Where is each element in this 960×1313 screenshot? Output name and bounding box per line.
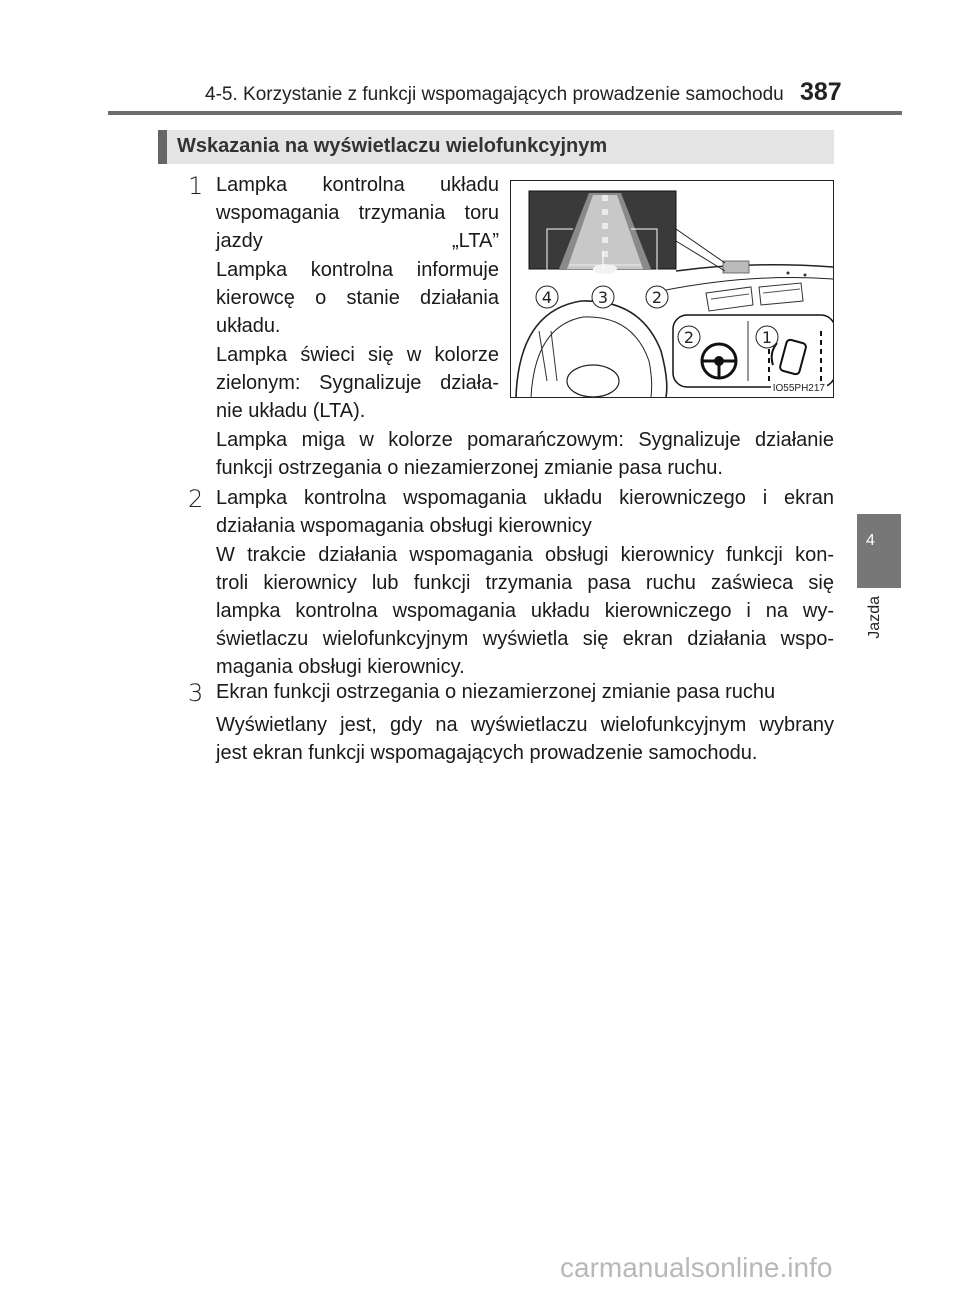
text-line: kierowcę o stanie działania	[216, 287, 499, 309]
figure-callout-4: 4	[541, 288, 553, 307]
text-line: Lampka świeci się w kolorze	[216, 344, 499, 366]
running-header: 4-5. Korzystanie z funkcji wspomagających prowadzenie samochodu	[205, 84, 784, 105]
item-1-heading	[216, 171, 499, 255]
text-line: wspomagania trzymania toru	[216, 202, 499, 224]
text-line: jest ekran funkcji wspomagających prowadzenie samochodu.	[216, 742, 758, 764]
item-1-paragraph-3	[216, 426, 834, 482]
text-line: Ekran funkcji ostrzegania o niezamierzonej zmianie pasa ruchu	[216, 681, 776, 703]
text-line: Lampka kontrolna informuje	[216, 259, 499, 281]
section-heading-accent	[158, 130, 167, 164]
text-line: jazdy „LTA”	[216, 230, 499, 252]
figure-code: IO55PH217	[772, 383, 825, 394]
dashboard-illustration	[510, 180, 834, 398]
chapter-title: Jazda	[866, 596, 883, 639]
text-line: Lampka kontrolna układu	[216, 174, 499, 196]
item-marker-2: 2	[188, 485, 204, 513]
chapter-number: 4	[866, 532, 875, 549]
text-line: zielonym: Sygnalizuje działa-	[216, 372, 499, 394]
section-title: Wskazania na wyświetlaczu wielofunkcyjnym	[177, 135, 608, 157]
item-1-paragraph-1	[216, 256, 499, 340]
figure-callout-2b: 2	[683, 328, 695, 347]
text-line: W trakcie działania wspomagania obsługi kierownicy funkcji kon-	[216, 544, 834, 566]
chapter-tab	[857, 514, 901, 588]
text-line: Lampka kontrolna wspomagania układu kierowniczego i ekran	[216, 487, 834, 509]
figure-callout-3: 3	[597, 288, 609, 307]
footer-watermark: carmanualsonline.info	[560, 1252, 833, 1283]
text-line: magania obsługi kierownicy.	[216, 656, 465, 678]
page-number: 387	[800, 78, 842, 106]
text-line: lampka kontrolna wspomagania układu kierowniczego i na wy-	[216, 600, 834, 622]
text-line: troli kierownicy lub funkcji trzymania pasa ruchu zaświeca się	[216, 572, 834, 594]
text-line: nie układu (LTA).	[216, 400, 366, 422]
item-2-heading	[216, 484, 834, 540]
text-line: Lampka miga w kolorze pomarańczowym: Sygnalizuje działanie	[216, 429, 834, 451]
figure-callout-1: 1	[761, 328, 773, 347]
header-rule	[108, 111, 902, 115]
item-2-paragraph-1	[216, 541, 834, 681]
item-1-paragraph-2	[216, 341, 499, 425]
item-3-paragraph-1	[216, 711, 834, 767]
item-marker-1: 1	[188, 172, 204, 200]
item-marker-3: 3	[188, 679, 204, 707]
text-line: działania wspomagania obsługi kierownicy	[216, 515, 592, 537]
text-line: Wyświetlany jest, gdy na wyświetlaczu wielofunkcyjnym wybrany	[216, 714, 834, 736]
section-heading-bar	[158, 130, 834, 164]
figure-callout-2: 2	[651, 288, 663, 307]
item-3-heading	[216, 678, 834, 706]
text-line: układu.	[216, 315, 281, 337]
text-line: funkcji ostrzegania o niezamierzonej zmianie pasa ruchu.	[216, 457, 723, 479]
text-line: świetlaczu wielofunkcyjnym wyświetla się ekran działania wspo-	[216, 628, 834, 650]
dashboard-illustration-svg	[511, 181, 833, 397]
